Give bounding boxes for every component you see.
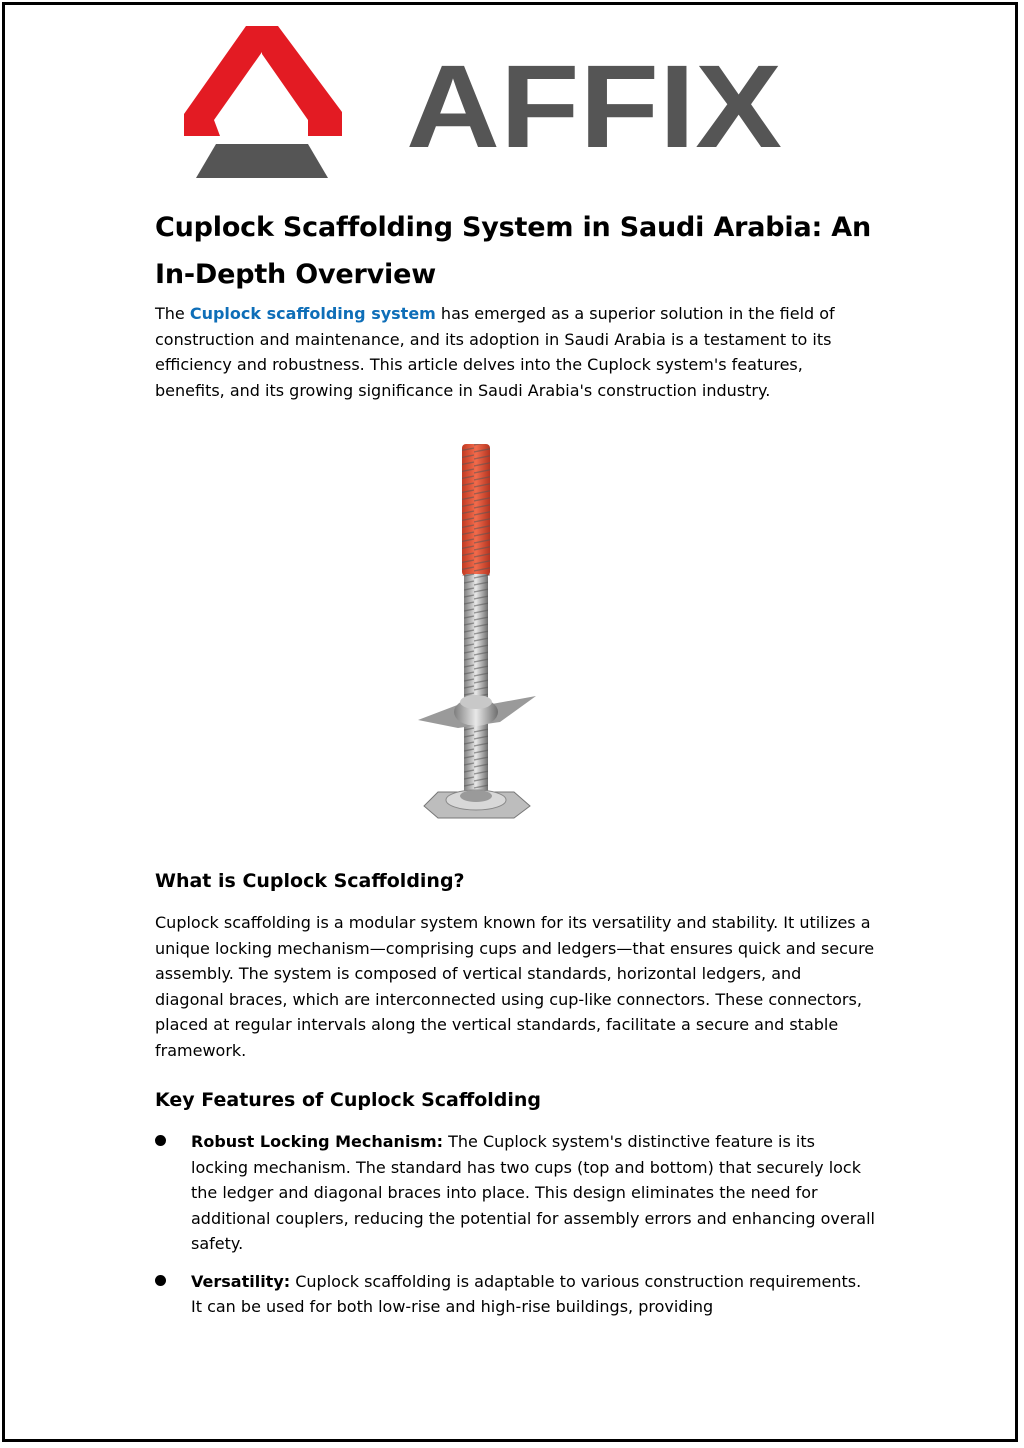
logo-wordmark: AFFIX [406,41,782,173]
screw-jack-image [414,440,564,822]
section-heading: What is Cuplock Scaffolding? [155,870,465,892]
affix-logo [184,26,784,178]
list-item: Versatility: Cuplock scaffolding is adaptable to various construction requirements. It can be used for both low-rise and high-rise buildings, providing [155,1269,875,1320]
list-item: Robust Locking Mechanism: The Cuplock system's distinctive feature is its locking mechanism. The standard has two cups (top and bottom) that securely lock the ledger and diagonal braces into place. This design eliminates the need for additional couplers, reducing the potential for assembly errors and enhancing overall safety. [155,1129,875,1257]
bullet-icon [155,1135,166,1146]
logo-mark-icon [184,26,342,178]
section-body: Cuplock scaffolding is a modular system known for its versatility and stability. It utilizes a unique locking mechanism—comprising cups and ledgers—that ensures quick and secure assembly. The system is composed of vertical standards, horizontal ledgers, and diagonal braces, which are interconnected using cup-like connectors. These connectors, placed at regular intervals along the vertical standards, facilitate a secure and stable framework. [155,913,875,1060]
article-header [155,204,875,403]
section-what-is [155,868,875,1063]
page-title: Cuplock Scaffolding System in Saudi Arabia: An In-Depth Overview [155,212,871,290]
bullet-icon [155,1275,166,1286]
section-key-features [155,1087,875,1332]
features-list [155,1129,875,1320]
intro-paragraph: The Cuplock scaffolding system has emerged as a superior solution in the field of construction and maintenance, and its adoption in Saudi Arabia is a testament to its efficiency and robustness. This article delves into the Cuplock system's features, benefits, and its growing significance in Saudi Arabia's construction industry. [155,304,835,400]
section-heading: Key Features of Cuplock Scaffolding [155,1089,542,1111]
cuplock-link[interactable]: Cuplock scaffolding system [189,304,436,323]
